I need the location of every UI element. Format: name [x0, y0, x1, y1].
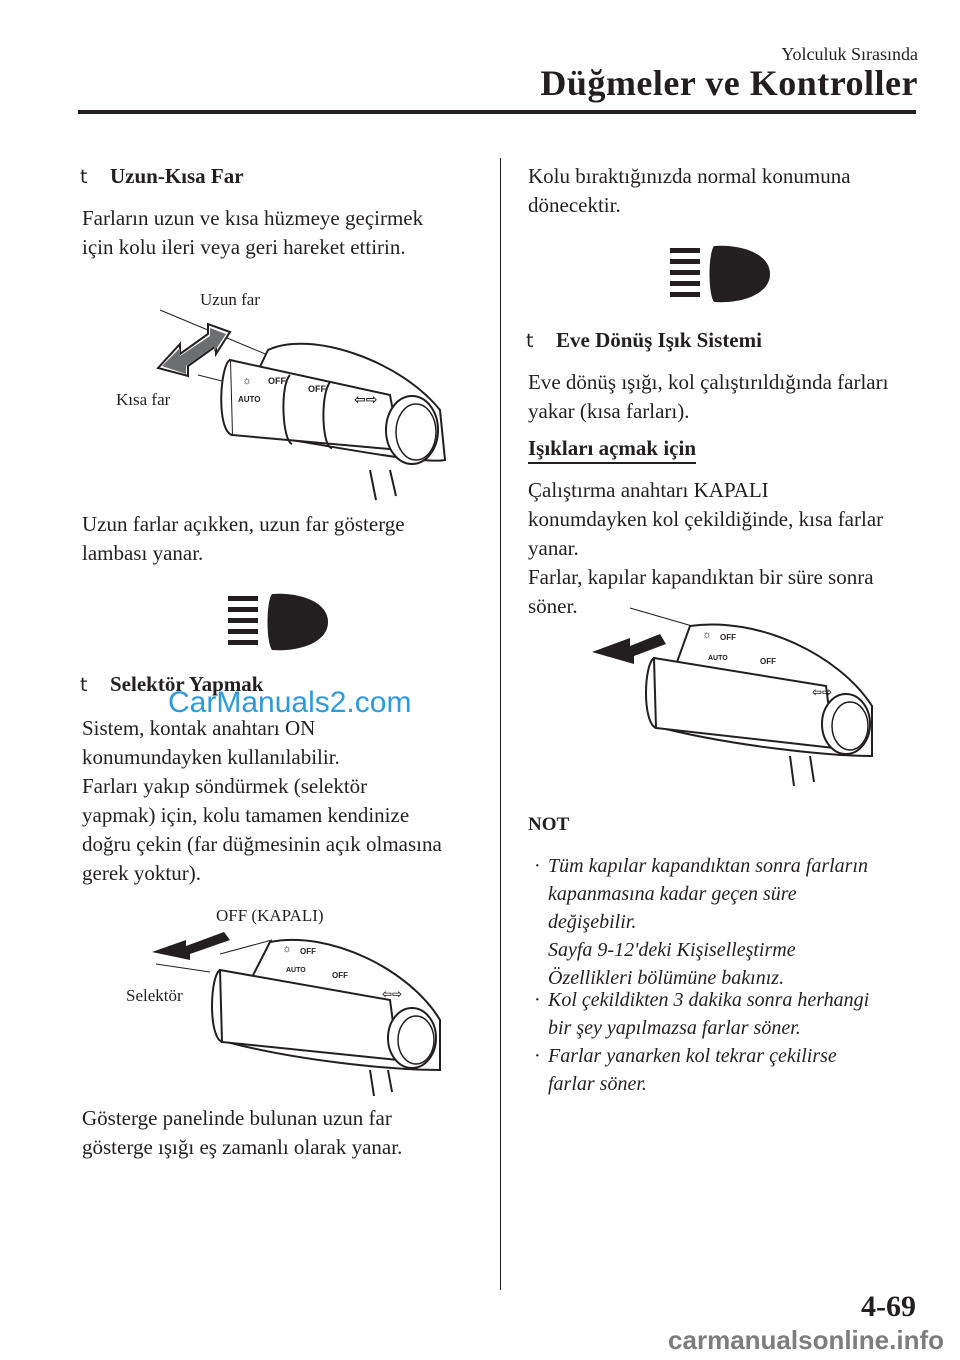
bullet-icon: t [80, 166, 88, 188]
note-item: · Farlar yanarken kol tekrar çekilirse farlar söner. [548, 1042, 837, 1098]
high-beam-indicator-icon [670, 244, 772, 306]
bullet-dot-icon: · [534, 989, 541, 1011]
intro-body: Kolu bıraktığınızda normal konumuna dönecektir. [528, 164, 851, 217]
section-body: Sistem, kontak anahtarı ON konumundayken kullanılabilir. Farları yakıp söndürmek (selektör yapmak) için, kolu tamamen kendinize doğru çekin (far düğmesinin açık olmasına gerek yoktur). [82, 716, 442, 885]
lever-mark-sun-icon: ☼ [702, 629, 713, 641]
lever-mark-sun-icon: ☼ [242, 375, 253, 387]
sub-body: Çalıştırma anahtarı KAPALI konumdayken kol çekildiğinde, kısa farlar yanar. Farlar, kapılar kapandıktan bir süre sonra söner. [528, 478, 884, 618]
lever-body [646, 624, 872, 786]
lever-mark-auto: AUTO [238, 395, 261, 404]
footer-watermark: carmanualsonline.info [668, 1325, 944, 1355]
section-label: Yolculuk Sırasında [781, 44, 918, 64]
chapter-title: Düğmeler ve Kontroller [540, 63, 918, 103]
lever-illustration-coming-home [590, 606, 890, 796]
figure-label-low-beam: Kısa far [116, 390, 171, 409]
note-item: · Tüm kapılar kapandıktan sonra farların kapanmasına kadar geçen süre değişebilir. Sayfa 9-12'deki Kişiselleştirme Özellikleri bölümüne bakınız. [548, 852, 868, 992]
lever-mark-off: OFF [332, 971, 348, 980]
section-body-after: Gösterge panelinde bulunan uzun far gösterge ışığı eş zamanlı olarak yanar. [82, 1106, 403, 1159]
lever-illustration-flash [150, 920, 450, 1100]
lever-body [212, 940, 440, 1096]
page-number: 4-69 [861, 1290, 916, 1323]
lever-mark-off: OFF [760, 657, 776, 666]
section-body-after: Uzun farlar açıkken, uzun far gösterge lambası yanar. [82, 512, 405, 565]
turn-signal-icon: ⇦⇨ [382, 987, 403, 1001]
figure-label-high-beam: Uzun far [200, 290, 260, 309]
sub-heading: Işıkları açmak için [528, 436, 696, 464]
section-title: Uzun-Kısa Far [110, 164, 244, 188]
lever-mark-sun-icon: ☼ [282, 943, 293, 955]
note-title: NOT [528, 814, 570, 835]
header-rule [78, 110, 916, 114]
section-body: Eve dönüş ışığı, kol çalıştırıldığında farları yakar (kısa farları). [528, 370, 889, 423]
section-body: Farların uzun ve kısa hüzmeye geçirmek için kolu ileri veya geri hareket ettirin. [82, 206, 424, 259]
lever-mark-off: OFF [720, 633, 736, 642]
watermark: CarManuals2.com [168, 686, 412, 719]
section-heading-high-low-beam [80, 164, 244, 189]
section-title: Selektör Yapmak [110, 672, 264, 696]
lever-mark-off: OFF [308, 384, 326, 394]
note-item: · Kol çekildikten 3 dakika sonra herhangi bir şey yapılmazsa farlar söner. [548, 986, 869, 1042]
lever-mark-off: OFF [268, 376, 286, 386]
bullet-dot-icon: · [534, 855, 541, 877]
column-divider [500, 158, 501, 1290]
section-title: Eve Dönüş Işık Sistemi [556, 328, 762, 352]
pull-arrow-icon [152, 932, 230, 960]
turn-signal-icon: ⇦⇨ [354, 391, 378, 407]
lever-mark-auto: AUTO [286, 967, 306, 974]
double-arrow-icon [158, 324, 230, 376]
section-heading-coming-home [526, 328, 762, 353]
callout-line [156, 964, 210, 972]
turn-signal-icon: ⇦⇨ [812, 685, 833, 699]
bullet-icon: t [526, 330, 534, 352]
figure-label-off: OFF (KAPALI) [216, 906, 324, 925]
lever-mark-auto: AUTO [708, 655, 728, 662]
bullet-dot-icon: · [534, 1045, 541, 1067]
bullet-icon: t [80, 674, 88, 696]
high-beam-indicator-icon [228, 592, 330, 654]
lever-illustration-high-low [150, 300, 450, 510]
figure-label-flash: Selektör [126, 986, 183, 1005]
lever-mark-off: OFF [300, 947, 316, 956]
lever-body [221, 344, 445, 500]
